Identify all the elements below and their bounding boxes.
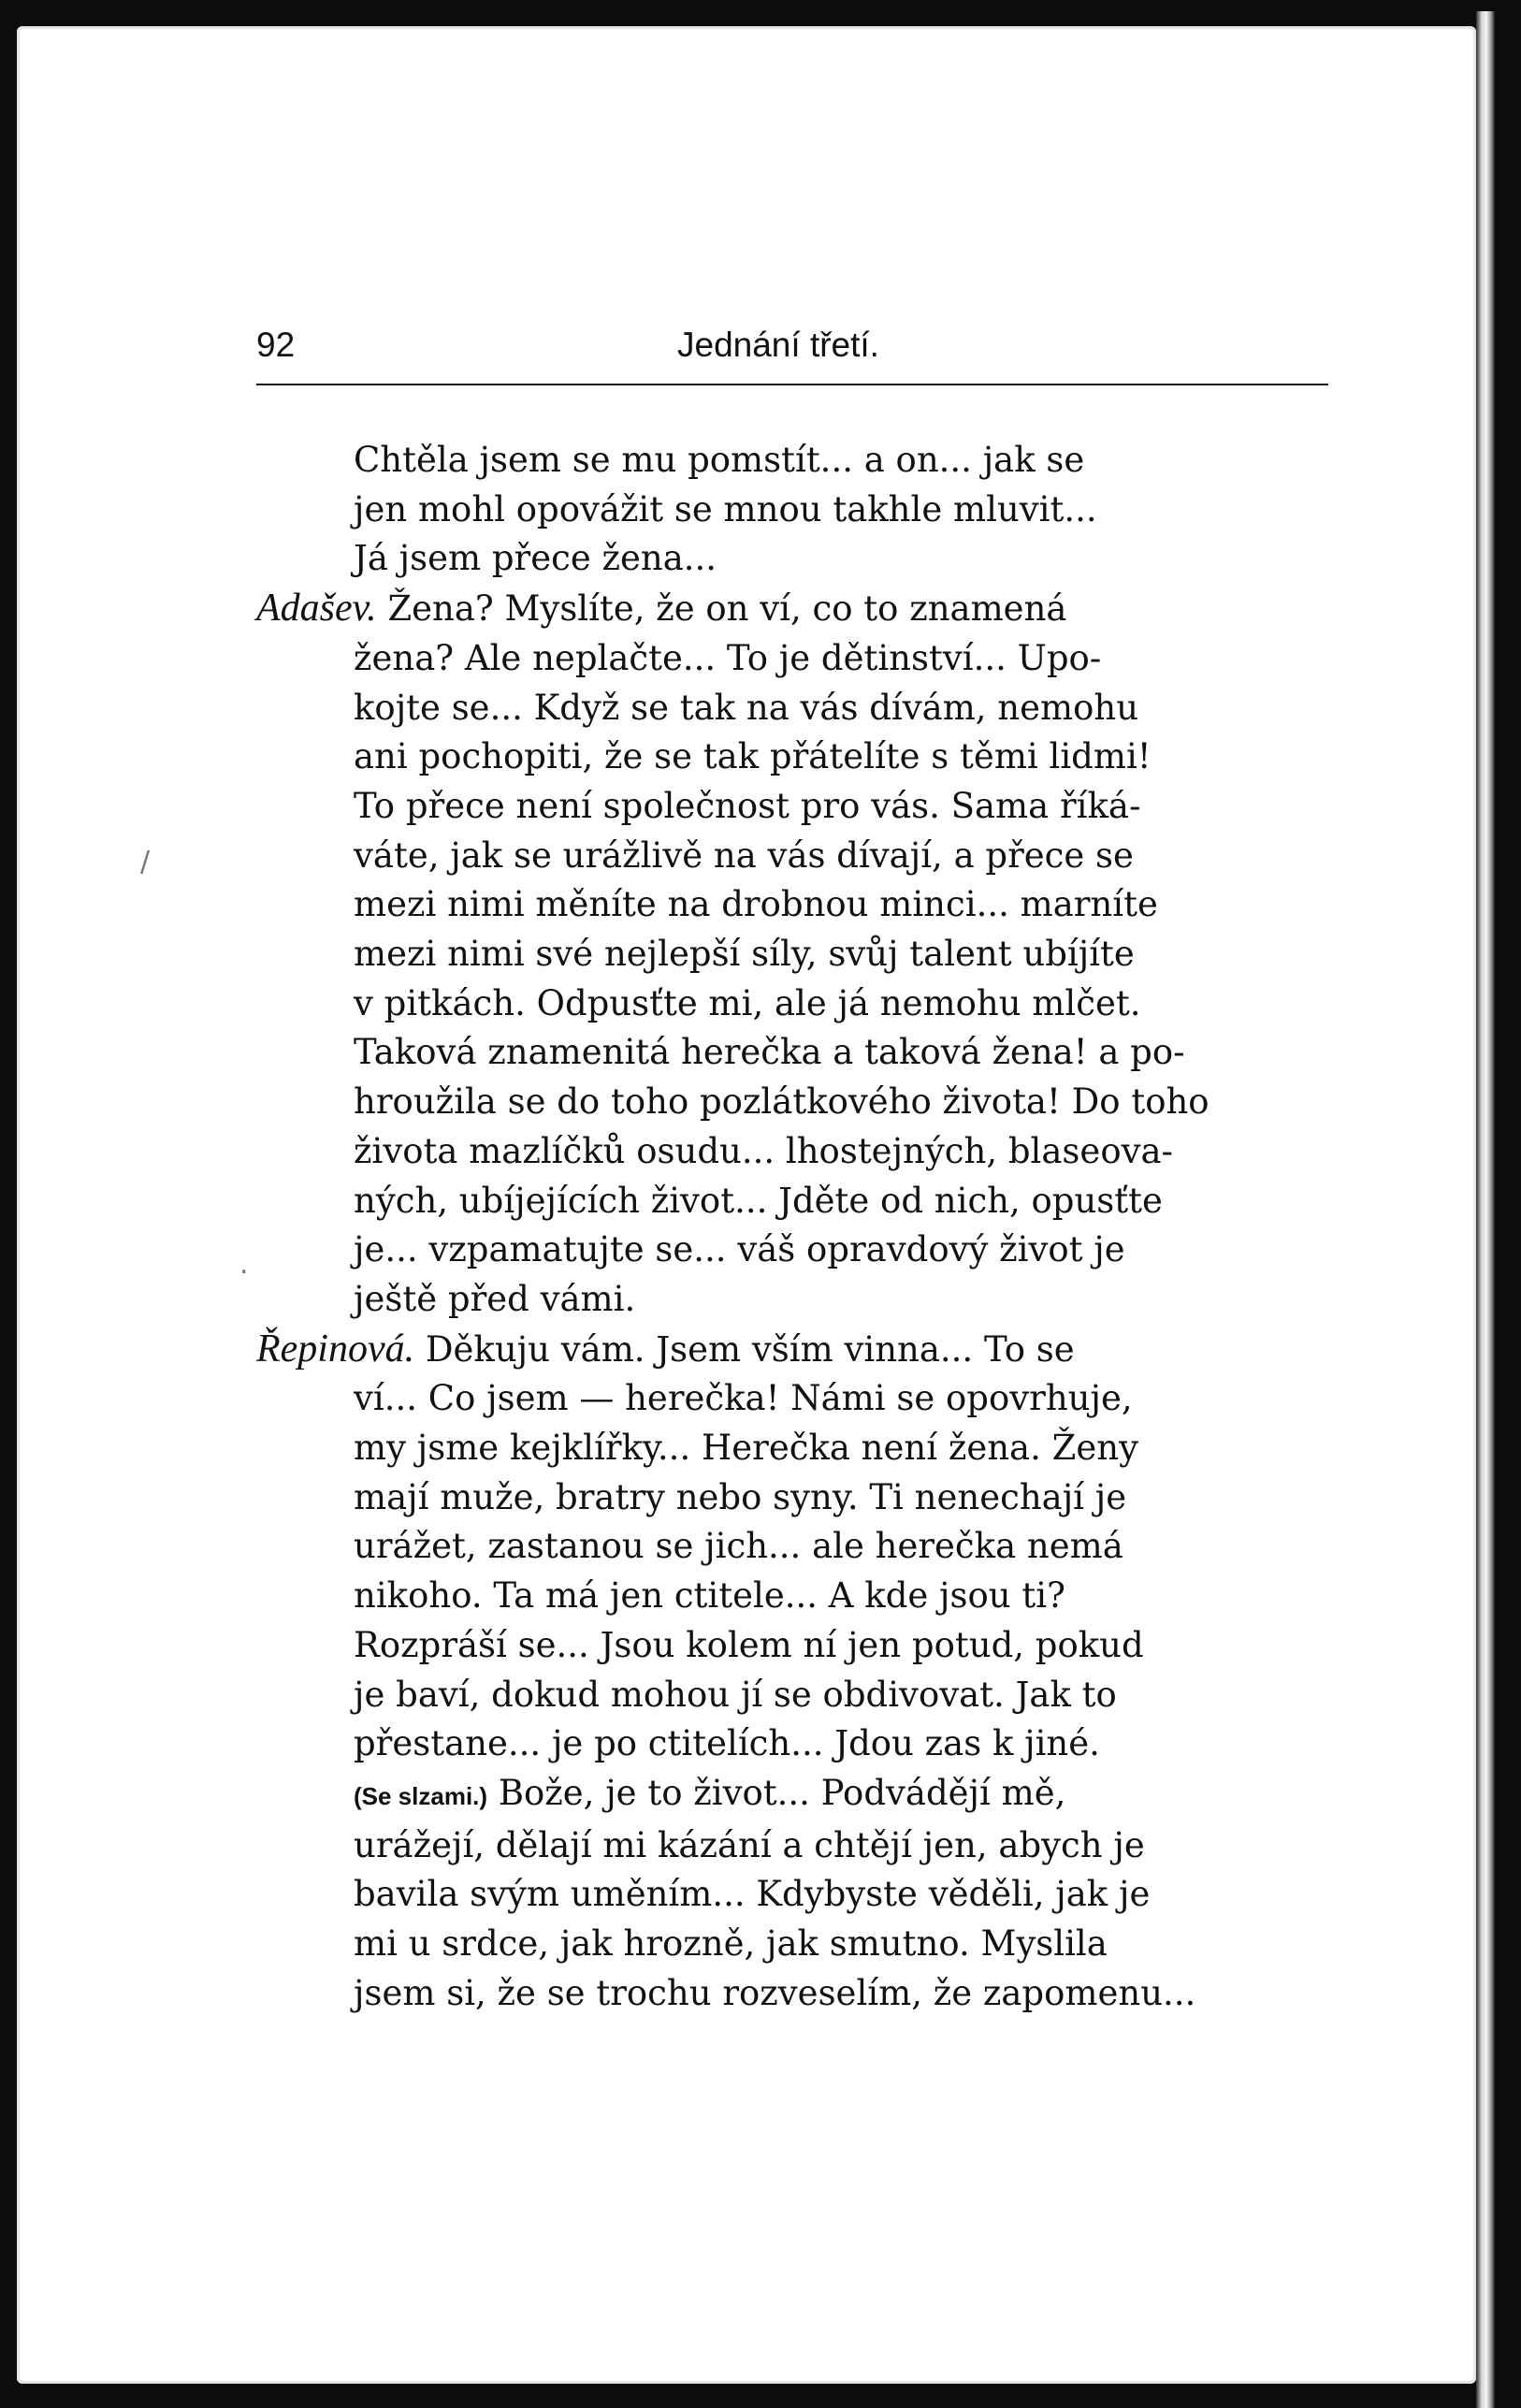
text-line: jsem si, že se trochu rozveselím, že zapomenu... <box>354 1972 1196 2013</box>
text-line: ani pochopiti, že se tak přátelíte s těmi lidmi! <box>354 736 1152 777</box>
speech-repinova <box>256 1325 1328 2019</box>
text-line: Já jsem přece žena... <box>354 538 717 579</box>
text-line: Chtěla jsem se mu pomstít... a on... jak se <box>354 440 1085 480</box>
text-line: nikoho. Ta má jen ctitele... A kde jsou ti? <box>354 1575 1065 1617</box>
text-line: váte, jak se urážlivě na vás dívají, a přece se <box>354 834 1134 876</box>
text-line: ví... Co jsem — herečka! Námi se opovrhuje, <box>354 1378 1133 1419</box>
text-line: Děkuju vám. Jsem vším vinna... To se <box>425 1328 1075 1370</box>
text-line: my jsme kejklířky... Herečka není žena. Ženy <box>354 1428 1138 1469</box>
running-head <box>256 326 1328 372</box>
text-line: bavila svým uměním... Kdybyste věděli, jak je <box>354 1874 1151 1915</box>
text-line: ještě před vámi. <box>354 1278 636 1319</box>
speaker-name: Řepinová. <box>256 1327 415 1371</box>
text-line: života mazlíčků osudu... lhostejných, blaseova- <box>354 1130 1174 1171</box>
text-line: To přece není společnost pro vás. Sama říká- <box>354 785 1141 826</box>
page-number: 92 <box>256 326 296 364</box>
text-line: Taková znamenitá herečka a taková žena! a po- <box>354 1032 1185 1073</box>
text-line: mezi nimi své nejlepší síly, svůj talent ubíjíte <box>354 934 1135 975</box>
text-line: Žena? Myslíte, že on ví, co to znamená <box>387 588 1067 630</box>
body-text <box>256 436 1328 2019</box>
text-line: Rozpráší se... Jsou kolem ní jen potud, pokud <box>354 1624 1144 1665</box>
text-line: mají muže, bratry nebo syny. Ti nenechají je <box>354 1476 1127 1517</box>
chapter-title: Jednání třetí. <box>677 326 879 364</box>
page-edge <box>1476 11 1495 2408</box>
text-line: kojte se... Když se tak na vás dívám, nemohu <box>354 687 1139 728</box>
text-line: je... vzpamatujte se... váš opravdový život je <box>354 1229 1125 1270</box>
text-line: mi u srdce, jak hrozně, jak smutno. Myslila <box>354 1923 1108 1965</box>
text-line: jen mohl opovážit se mnou takhle mluvit... <box>354 488 1097 529</box>
margin-pencil-mark: / <box>140 846 151 878</box>
speech-adasev <box>256 584 1328 1325</box>
text-line: přestane... je po ctitelích... Jdou zas k jiné. <box>354 1723 1100 1764</box>
text-line: urážejí, dělají mi kázání a chtějí jen, abych je <box>354 1824 1145 1865</box>
paragraph-continuation <box>256 436 1328 584</box>
text-line: ných, ubíjejících život... Jděte od nich, opusťte <box>354 1180 1163 1221</box>
text-line: v pitkách. Odpusťte mi, ale já nemohu mlčet. <box>354 982 1141 1023</box>
margin-dot-mark: . <box>239 1248 249 1281</box>
header-rule <box>256 384 1328 385</box>
text-line: Bože, je to život... Podvádějí mě, <box>498 1772 1066 1813</box>
stage-direction: (Se slzami.) <box>354 1781 488 1810</box>
speaker-name: Adašev. <box>256 587 377 631</box>
text-line: mezi nimi měníte na drobnou minci... marníte <box>354 884 1158 925</box>
text-line: žena? Ale neplačte... To je dětinství... Upo- <box>354 637 1102 678</box>
text-line: urážet, zastanou se jich... ale herečka nemá <box>354 1526 1123 1567</box>
text-line: je baví, dokud mohou jí se obdivovat. Jak to <box>354 1674 1117 1715</box>
text-line: hroužila se do toho pozlátkového života! Do toho <box>354 1081 1210 1123</box>
